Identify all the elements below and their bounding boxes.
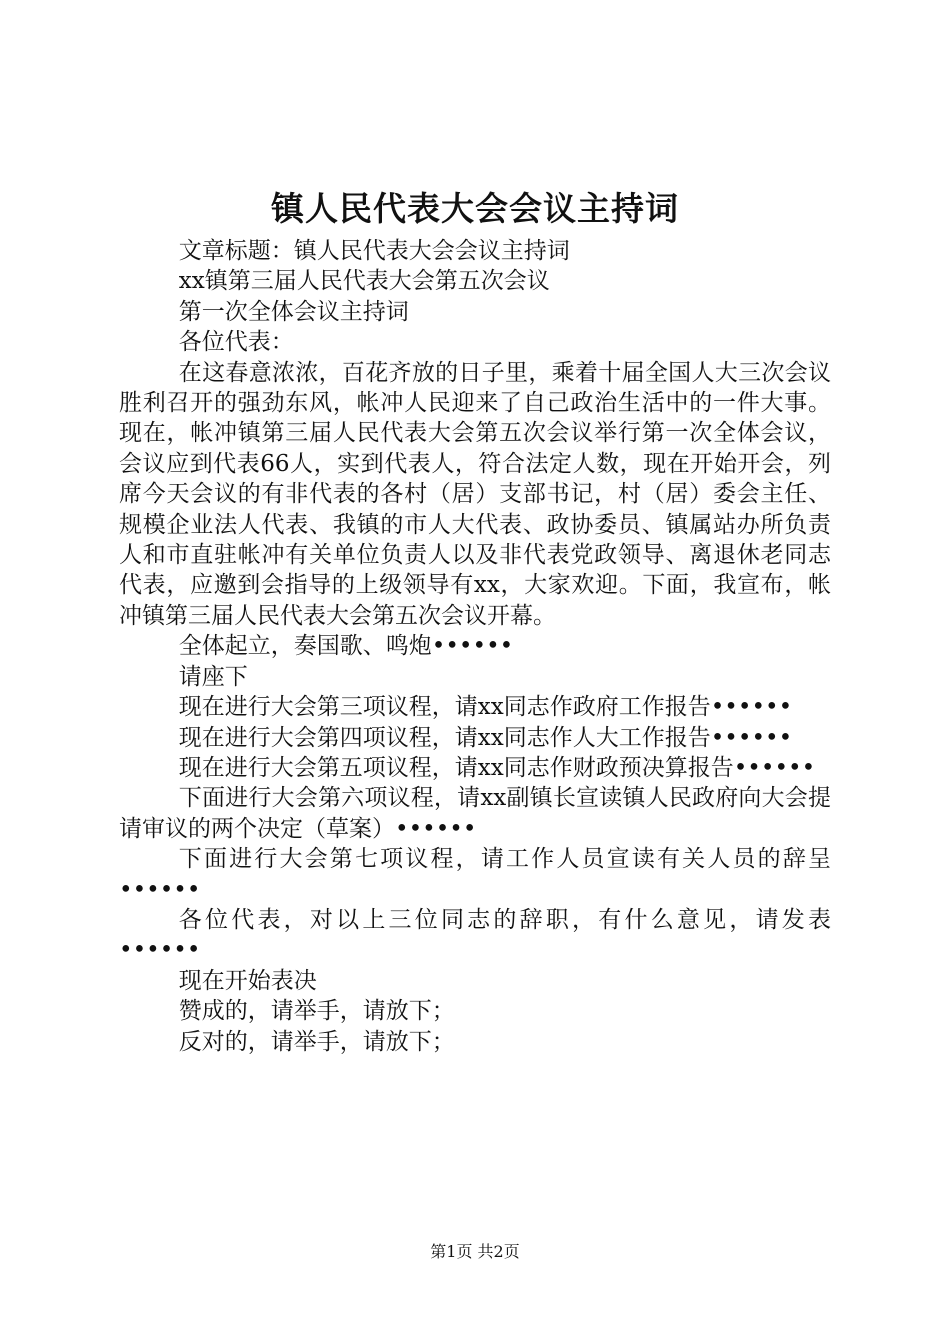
paragraph-opening: 在这春意浓浓，百花齐放的日子里，乘着十届全国人大三次会议胜利召开的强劲东风，帐冲人民迎来了自己政治生活中的一件大事。现在，帐冲镇第三届人民代表大会第五次会议举行第一次全体会议，会议应到代表66人，实到代表人，符合法定人数，现在开始开会，列席今天会议的有非代表的各村（居）支部书记，村（居）委会主任、规模企业法人代表、我镇的市人大代表、政协委员、镇属站办所负责人和市直驻帐冲有关单位负责人以及非代表党政领导、离退休老同志代表，应邀到会指导的上级领导有xx，大家欢迎。下面，我宣布，帐冲镇第三届人民代表大会第五次会议开幕。 [119,359,831,629]
paragraph-vote-start: 现在开始表决 [178,967,317,994]
paragraph-agenda-3: 现在进行大会第三项议程，请xx同志作政府工作报告•••••• [178,694,793,721]
paragraph-agenda-4: 现在进行大会第四项议程，请xx同志作人大工作报告•••••• [178,724,793,751]
paragraph-comments: 各位代表，对以上三位同志的辞职，有什么意见，请发表•••••• [119,906,831,964]
paragraph-subtitle: 第一次全体会议主持词 [178,298,409,325]
paragraph-vote-against: 反对的，请举手，请放下； [178,1028,455,1055]
paragraph-be-seated: 请座下 [178,663,248,690]
page-footer: 第1页 共2页 [430,1242,520,1261]
document-title: 镇人民代表大会会议主持词 [271,189,679,228]
paragraph-article-title: 文章标题：镇人民代表大会会议主持词 [178,238,570,264]
paragraph-agenda-5: 现在进行大会第五项议程，请xx同志作财政预决算报告•••••• [178,754,816,781]
paragraph-salutation: 各位代表： [178,329,294,356]
paragraph-agenda-6: 下面进行大会第六项议程，请xx副镇长宣读镇人民政府向大会提请审议的两个决定（草案）•••••• [119,785,831,842]
paragraph-anthem: 全体起立，奏国歌、鸣炮•••••• [178,633,514,660]
paragraph-agenda-7: 下面进行大会第七项议程，请工作人员宣读有关人员的辞呈•••••• [119,846,831,903]
document-body [119,236,831,1057]
paragraph-session-name: xx镇第三届人民代表大会第五次会议 [178,268,550,295]
paragraph-vote-for: 赞成的，请举手，请放下； [178,998,455,1025]
